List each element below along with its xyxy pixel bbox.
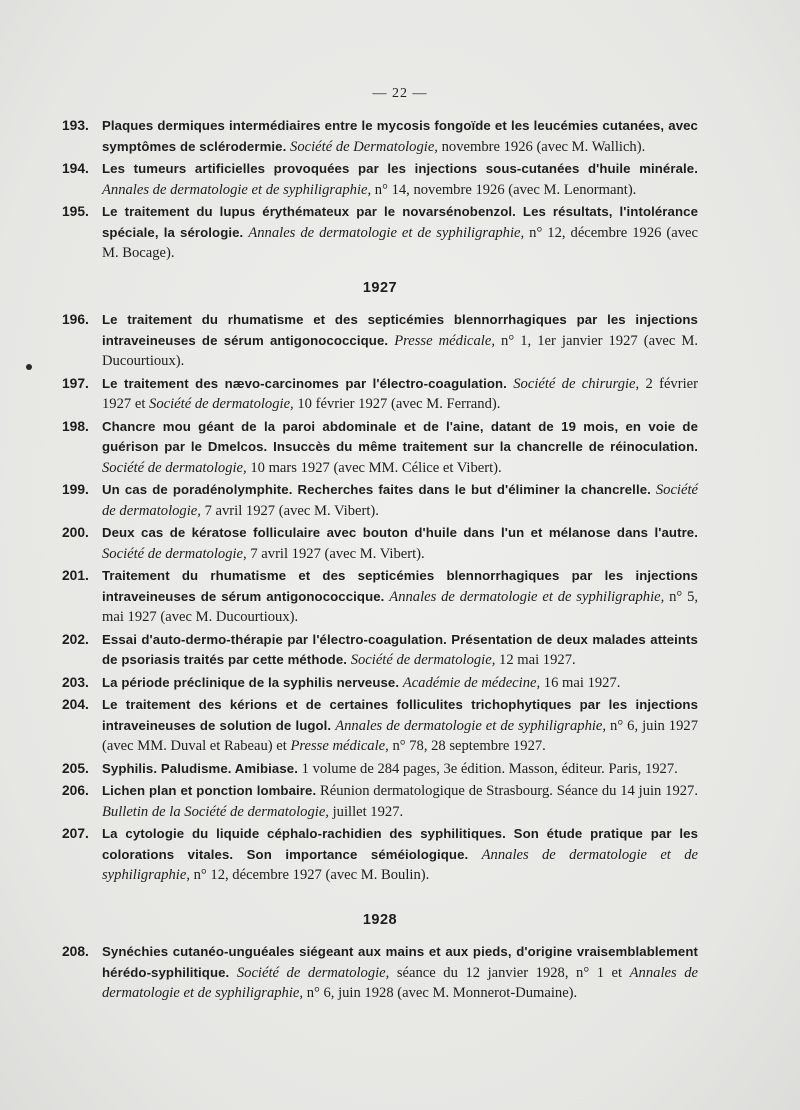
bibliography-entry <box>62 310 698 372</box>
page-number-header: — 22 — <box>372 86 428 101</box>
entry-source: Société de dermatologie, <box>102 482 698 519</box>
entry-title: La période préclinique de la syphilis nerveuse. <box>102 674 400 690</box>
entry-source: Annales de dermatologie et de syphiligraphie, <box>335 717 607 734</box>
entry-title: Essai d'auto-dermo-thérapie par l'électro-coagulation. Présentation de deux malades atteints de psoriasis traités par cette méthode. <box>102 631 698 667</box>
entry-title: Le traitement des kérions et de certaines folliculites trichophytiques par les injections intraveineuses de solution de lugol. <box>102 697 698 733</box>
entry-details: n° 12, décembre 1926 (avec M. Bocage). <box>102 224 699 261</box>
entry-source: Société de dermatologie, <box>350 652 496 668</box>
year-heading: 1928 <box>362 911 398 928</box>
entry-details-secondary: n° 78, 28 septembre 1927. <box>392 738 546 754</box>
entry-number: 194. <box>62 161 89 176</box>
entry-details: 2 février 1927 et <box>102 375 698 412</box>
entry-number: 199. <box>62 482 89 497</box>
entry-details: 1 volume de 284 pages, 3e édition. Masson, éditeur. Paris, 1927. <box>301 760 678 777</box>
entry-number: 201. <box>62 568 89 583</box>
entry-source: Société de chirurgie, <box>513 375 640 392</box>
entry-number: 198. <box>62 418 89 434</box>
entry-details: 10 mars 1927 (avec MM. Célice et Vibert). <box>250 459 502 476</box>
bibliography-entry <box>62 202 698 264</box>
entry-number: 202. <box>62 631 89 647</box>
bibliography-entry <box>62 417 698 479</box>
entry-title: Le traitement du lupus érythémateux par le novarsénobenzol. Les résultats, l'intolérance spéciale, la sérologie. <box>102 204 698 240</box>
entry-source: Annales de dermatologie et de syphiligraphie, <box>248 224 525 241</box>
bibliography-list <box>62 116 698 1006</box>
entry-number: 205. <box>62 760 89 776</box>
entry-details-secondary: n° 6, juin 1928 (avec M. Monnerot-Dumaine). <box>306 985 578 1001</box>
entry-number: 200. <box>62 525 89 540</box>
entry-source: Société de dermatologie, <box>102 459 247 476</box>
entry-source: Société de dermatologie, <box>102 545 247 562</box>
entry-source: Société de dermatologie, <box>236 964 390 981</box>
entry-title: Lichen plan et ponction lombaire. <box>102 783 317 798</box>
bibliography-entry <box>62 781 698 822</box>
entry-source-secondary: Presse médicale, <box>290 738 389 754</box>
bibliography-entry <box>62 824 698 886</box>
entry-number: 195. <box>62 204 89 219</box>
entry-source: Annales de dermatologie et de syphiligraphie, <box>102 846 698 883</box>
entry-source-secondary: Bulletin de la Société de dermatologie, <box>102 803 329 820</box>
bibliography-entry <box>62 759 698 780</box>
entry-number: 193. <box>62 118 89 133</box>
bibliography-entry <box>62 673 698 694</box>
entry-source: Annales de dermatologie et de syphiligraphie, <box>389 588 665 605</box>
entry-source: Société de Dermatologie, <box>290 138 438 155</box>
entry-title: La cytologie du liquide céphalo-rachidien des syphilitiques. Son étude pratique par les colorations vitales. Son importance séméiologique. <box>102 826 698 862</box>
bibliography-entry <box>62 630 698 671</box>
entry-number: 204. <box>62 697 89 712</box>
entry-title: Syphilis. Paludisme. Amibiase. <box>102 760 298 776</box>
entry-title: Deux cas de kératose folliculaire avec bouton d'huile dans l'un et mélanose dans l'autre. <box>102 525 698 540</box>
bibliography-entry <box>62 480 698 521</box>
entry-number: 208. <box>62 944 89 959</box>
margin-dot <box>26 364 32 370</box>
bibliography-entry <box>62 566 698 628</box>
bibliography-entry <box>62 942 698 1004</box>
entry-title: Un cas de poradénolymphite. Recherches faites dans le but d'éliminer la chancrelle. <box>102 482 651 497</box>
year-heading: 1927 <box>362 279 398 296</box>
entry-details: 7 avril 1927 (avec M. Vibert). <box>250 545 425 562</box>
entry-details: séance du 12 janvier 1928, n° 1 et <box>396 964 623 981</box>
entry-source: Académie de médecine, <box>402 674 541 691</box>
bibliography-entry <box>62 523 698 564</box>
bibliography-entry <box>62 695 698 757</box>
entry-details: Réunion dermatologique de Strasbourg. Séance du 14 juin 1927. <box>320 783 698 799</box>
entry-details: novembre 1926 (avec M. Wallich). <box>441 138 646 155</box>
entry-details: n° 12, décembre 1927 (avec M. Boulin). <box>193 867 430 883</box>
entry-source-secondary: Société de dermatologie, <box>149 396 294 412</box>
entry-title: Chancre mou géant de la paroi abdominale et de l'aine, datant de 19 mois, en voie de guérison par le Dmelcos. Insuccès du même traitement sur la chancrelle de réinoculation. <box>102 418 698 454</box>
entry-details: n° 1, 1er janvier 1927 (avec M. Ducourtioux). <box>102 332 698 369</box>
entry-source: Presse médicale, <box>394 332 495 349</box>
entry-title: Traitement du rhumatisme et des septicémies blennorrhagiques par les injections intraveineuses de sérum antigonococcique. <box>102 568 698 604</box>
entry-details: 16 mai 1927. <box>543 674 621 691</box>
entry-source: Annales de dermatologie et de syphiligraphie, <box>102 181 372 198</box>
entry-number: 207. <box>62 826 89 841</box>
entry-details-secondary: juillet 1927. <box>332 803 404 820</box>
entry-number: 206. <box>62 783 89 798</box>
bibliography-entry <box>62 159 698 200</box>
entry-number: 203. <box>62 674 89 690</box>
entry-details: n° 14, novembre 1926 (avec M. Lenormant). <box>374 181 637 198</box>
entry-title: Plaques dermiques intermédiaires entre le mycosis fongoïde et les leucémies cutanées, avec symptômes de sclérodermie. <box>102 118 698 154</box>
entry-details: n° 5, mai 1927 (avec M. Ducourtioux). <box>102 588 699 625</box>
entry-title: Le traitement des nævo-carcinomes par l'électro-coagulation. <box>102 375 507 391</box>
entry-details: 7 avril 1927 (avec M. Vibert). <box>204 502 379 519</box>
bibliography-entry <box>62 374 698 415</box>
entry-source-secondary: Annales de dermatologie et de syphiligraphie, <box>102 964 698 1001</box>
entry-details-secondary: 10 février 1927 (avec M. Ferrand). <box>297 396 501 412</box>
entry-number: 197. <box>62 375 89 391</box>
entry-details: 12 mai 1927. <box>499 652 576 668</box>
entry-title: Les tumeurs artificielles provoquées par les injections sous-cutanées d'huile minérale. <box>102 161 698 176</box>
entry-title: Synéchies cutanéo-unguéales siégeant aux mains et aux pieds, d'origine vraisemblablement hérédo-syphilitique. <box>102 944 698 980</box>
entry-number: 196. <box>62 312 89 327</box>
entry-title: Le traitement du rhumatisme et des septicémies blennorrhagiques par les injections intraveineuses de sérum antigonococcique. <box>102 312 698 348</box>
entry-details: n° 6, juin 1927 (avec MM. Duval et Rabeau) et <box>102 717 698 754</box>
bibliography-entry <box>62 116 698 157</box>
